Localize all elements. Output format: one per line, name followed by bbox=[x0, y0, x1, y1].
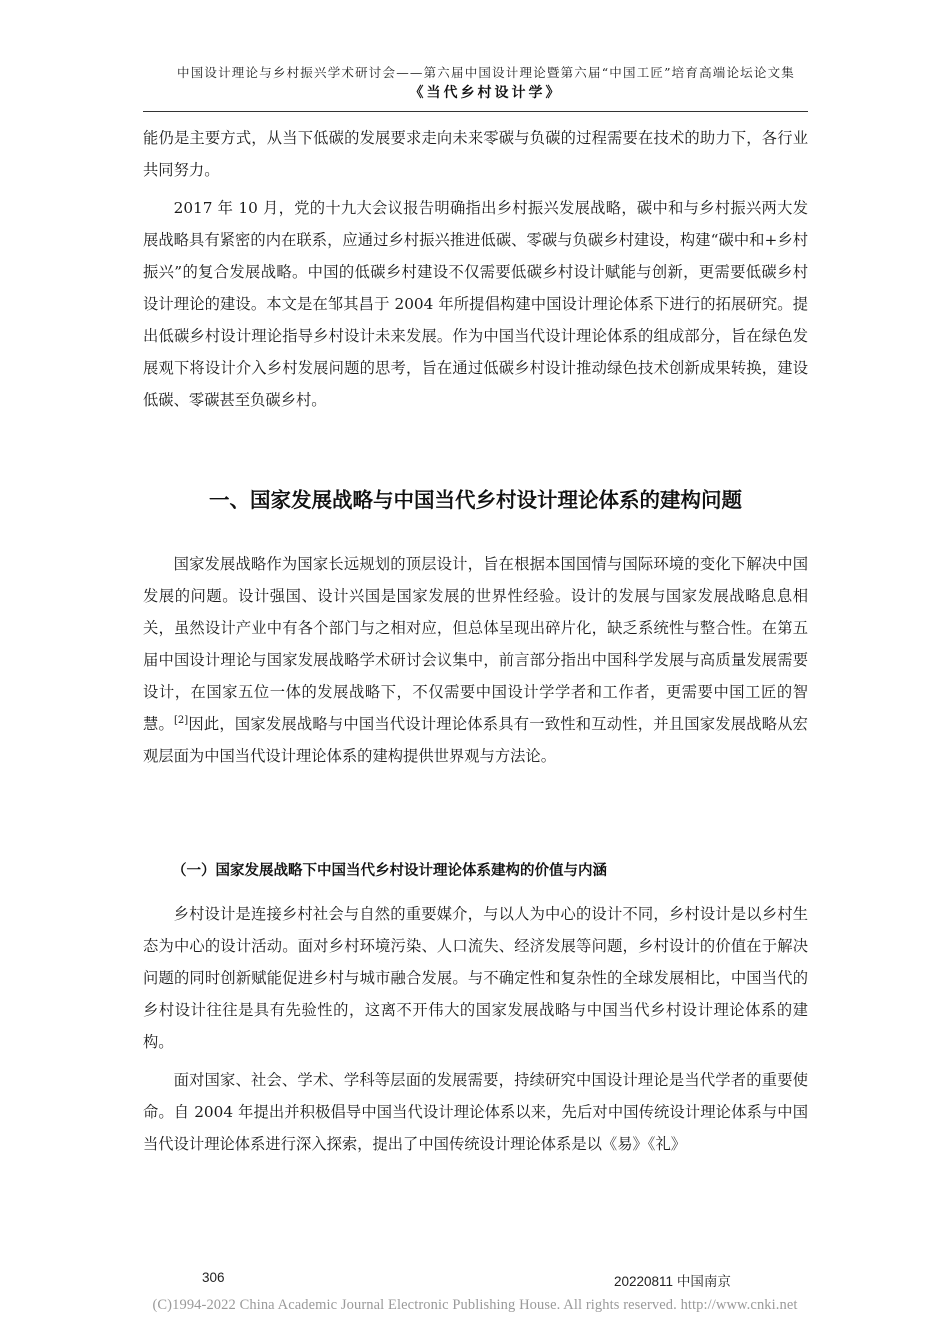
copyright-notice: (C)1994-2022 China Academic Journal Electronic Publishing House. All rights reserved. http://www.cnki.net bbox=[152, 1297, 798, 1313]
paragraph: 面对国家、社会、学术、学科等层面的发展需要，持续研究中国设计理论是当代学者的重要使命。自 2004 年提出并积极倡导中国当代设计理论体系以来，先后对中国传统设计理论体系与中国当代设计理论体系进行深入探索，提出了中国传统设计理论体系是以《易》《礼》 bbox=[143, 1071, 808, 1153]
conference-date-place: 20220811 中国南京 bbox=[614, 1274, 731, 1289]
subsection1-text-block bbox=[143, 898, 808, 1166]
book-title: 《当代乡村设计学》 bbox=[409, 85, 563, 101]
proceedings-title: 中国设计理论与乡村振兴学术研讨会——第六届中国设计理论暨第六届“中国工匠”培育高端论坛论文集 bbox=[177, 65, 795, 80]
page-number: 306 bbox=[202, 1270, 225, 1285]
paragraph bbox=[143, 548, 808, 772]
running-header bbox=[0, 64, 950, 104]
paragraph: 2017 年 10 月，党的十九大会议报告明确指出乡村振兴发展战略，碳中和与乡村振兴两大发展战略具有紧密的内在联系，应通过乡村振兴推进低碳、零碳与负碳乡村建设，构建“碳中和+乡村振兴”的复合发展战略。中国的低碳乡村建设不仅需要低碳乡村设计赋能与创新，更需要低碳乡村设计理论的建设。本文是在邹其昌于 2004 年所提倡构建中国设计理论体系下进行的拓展研究。提出低碳乡村设计理论指导乡村设计未来发展。作为中国当代设计理论体系的组成部分，旨在绿色发展观下将设计介入乡村发展问题的思考，旨在通过低碳乡村设计推动绿色技术创新成果转换，建设低碳、零碳甚至负碳乡村。 bbox=[143, 199, 808, 409]
paragraph: 乡村设计是连接乡村社会与自然的重要媒介，与以人为中心的设计不同，乡村设计是以乡村生态为中心的设计活动。面对乡村环境污染、人口流失、经济发展等问题，乡村设计的价值在于解决问题的同时创新赋能促进乡村与城市融合发展。与不确定性和复杂性的全球发展相比，中国当代的乡村设计往往是具有先验性的，这离不开伟大的国家发展战略与中国当代乡村设计理论体系的建构。 bbox=[143, 905, 808, 1051]
section-heading: 一、国家发展战略与中国当代乡村设计理论体系的建构问题 bbox=[209, 488, 742, 512]
paragraph-text-b: 因此，国家发展战略与中国当代设计理论体系具有一致性和互动性，并且国家发展战略从宏观层面为中国当代设计理论体系的建构提供世界观与方法论。 bbox=[143, 715, 808, 765]
citation-ref: [2] bbox=[174, 714, 189, 726]
intro-text-block bbox=[143, 122, 808, 422]
paragraph-continued: 能仍是主要方式，从当下低碳的发展要求走向未来零碳与负碳的过程需要在技术的助力下，各行业共同努力。 bbox=[143, 129, 808, 179]
paragraph-text-a: 国家发展战略作为国家长远规划的顶层设计，旨在根据本国国情与国际环境的变化下解决中国发展的问题。设计强国、设计兴国是国家发展的世界性经验。设计的发展与国家发展战略息息相关，虽然设计产业中有各个部门与之相对应，但总体呈现出碎片化，缺乏系统性与整合性。在第五届中国设计理论与国家发展战略学术研讨会议集中，前言部分指出中国科学发展与高质量发展需要设计，在国家五位一体的发展战略下，不仅需要中国设计学学者和工作者，更需要中国工匠的智慧。 bbox=[143, 555, 808, 733]
header-divider bbox=[143, 111, 808, 112]
subsection-heading: （一）国家发展战略下中国当代乡村设计理论体系建构的价值与内涵 bbox=[172, 863, 607, 879]
section1-text-block bbox=[143, 548, 808, 778]
